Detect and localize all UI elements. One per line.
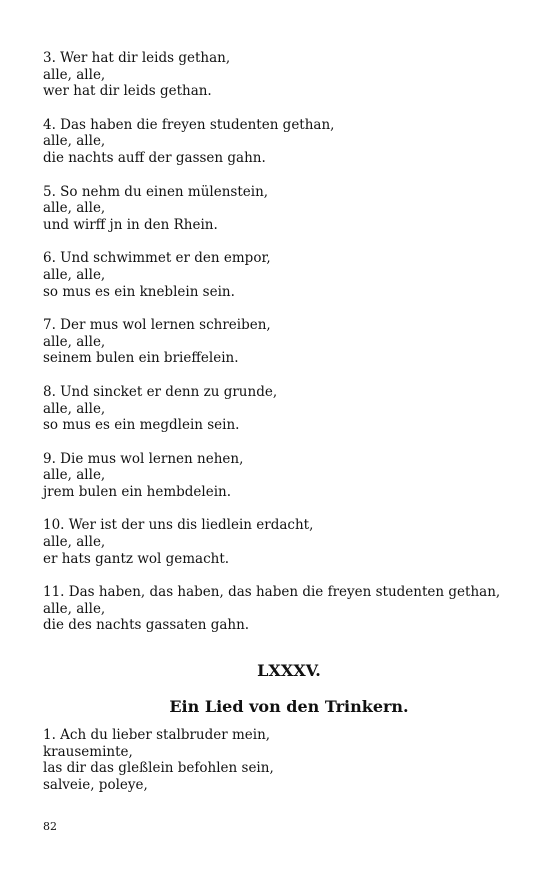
verse-line: 11. Das haben, das haben, das haben die freyen studenten gethan, [43, 584, 501, 601]
verse-line: und wirff jn in den Rhein. [43, 216, 218, 233]
verse-line: 10. Wer ist der uns dis liedlein erdacht, [43, 517, 314, 534]
verse-line: jrem bulen ein hembdelein. [43, 483, 232, 500]
verse-line: alle, alle, [43, 200, 106, 217]
verse-line: so mus es ein megdlein sein. [43, 417, 240, 434]
page-number: 82 [43, 820, 57, 833]
stanza-9 [43, 451, 513, 501]
stanza-8 [43, 384, 513, 434]
stanza-3 [43, 50, 513, 100]
stanza-11 [43, 584, 513, 634]
verse-line: alle, alle, [43, 133, 106, 150]
verse-line: die nachts auff der gassen gahn. [43, 149, 266, 166]
section-number: LXXXV. [257, 661, 321, 681]
verse-line: seinem bulen ein brieffelein. [43, 350, 239, 367]
page-content [43, 50, 513, 793]
verse-line: 6. Und schwimmet er den empor, [43, 250, 271, 267]
stanza-7 [43, 317, 513, 367]
verse-line: er hats gantz wol gemacht. [43, 550, 230, 567]
verse-line: alle, alle, [43, 66, 106, 83]
stanza-1-new-song [43, 727, 513, 793]
stanza-5 [43, 184, 513, 234]
verse-line: alle, alle, [43, 333, 106, 350]
stanza-4 [43, 117, 513, 167]
section-title: Ein Lied von den Trinkern. [169, 697, 409, 717]
verse-line: 9. Die mus wol lernen nehen, [43, 450, 244, 467]
verse-line: 4. Das haben die freyen studenten gethan, [43, 116, 335, 133]
verse-line: alle, alle, [43, 400, 106, 417]
verse-line: krauseminte, [43, 743, 133, 760]
verse-line: alle, alle, [43, 534, 106, 551]
verse-line: 1. Ach du lieber stalbruder mein, [43, 727, 271, 744]
verse-line: so mus es ein kneblein sein. [43, 283, 235, 300]
verse-line: wer hat dir leids gethan. [43, 83, 212, 100]
verse-line: 5. So nehm du einen mülenstein, [43, 183, 269, 200]
stanza-10 [43, 517, 513, 567]
verse-line: alle, alle, [43, 600, 106, 617]
verse-line: alle, alle, [43, 266, 106, 283]
verse-line: alle, alle, [43, 467, 106, 484]
verse-line: 8. Und sincket er denn zu grunde, [43, 383, 278, 400]
verse-line: die des nachts gassaten gahn. [43, 617, 250, 634]
verse-line: salveie, poleye, [43, 776, 148, 793]
verse-line: 3. Wer hat dir leids gethan, [43, 50, 231, 66]
verse-line: las dir das gleßlein befohlen sein, [43, 760, 274, 777]
stanza-6 [43, 250, 513, 300]
verse-line: 7. Der mus wol lernen schreiben, [43, 317, 271, 334]
